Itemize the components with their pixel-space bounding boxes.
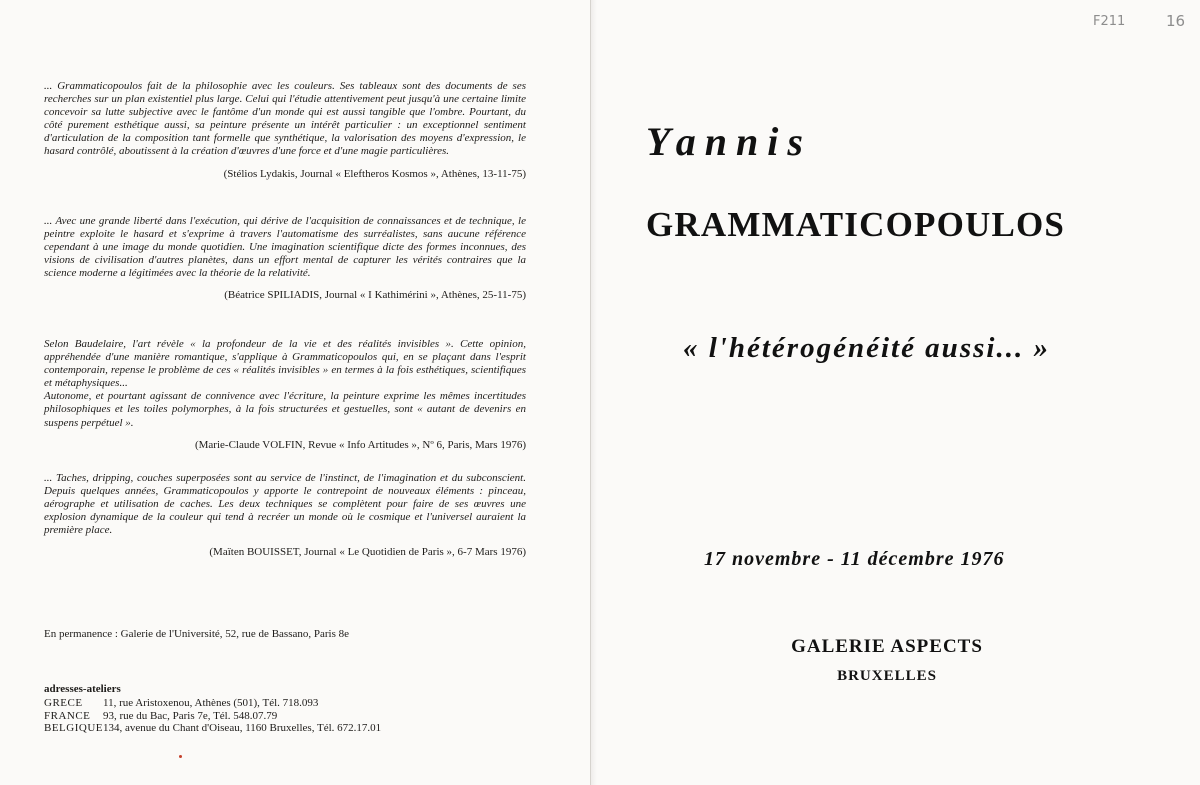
quote-text: ... Grammaticopoulos fait de la philosophie avec les couleurs. Ses tableaux sont des documents de ses recherches sur un plan existentiel plus large. Celui qui l'étudie attentivement peut jusqu'à une certaine limite concevoir sa lutte subjective avec le fantôme d'un monde qui est aussi tangible que l'ombre. Pourtant, du côté purement esthétique aussi, sa peinture présente un intérêt particulier : un exceptionnel sentiment d'articulation de la composition tant formelle que synthétique, la valorisation des moyens d'expression, le hasard contrôlé, aboutissent à la création d'œuvres d'une force et d'une magie particulières. [44,80,526,158]
address-row [44,710,381,723]
quote-spiliadis [44,215,526,302]
handwritten-page-number: 16 [1166,12,1186,30]
quote-lydakis [44,80,526,181]
gallery-name: GALERIE ASPECTS [791,636,983,657]
address-country: BELGIQUE [44,722,103,734]
quote-text: Selon Baudelaire, l'art révèle « la profondeur de la vie et des réalités invisibles ». Cette opinion, appréhendée d'une manière romantique, s'applique à Grammaticopoulos qui, en se plaçant dans l'esprit contemporain, repense le problème de ces « réalités invisibles » en termes à la fois esthétiques, scientifiques et métaphysiques... Autonome, et pourtant agissant de connivence avec l'écriture, la peinture exprime les mêmes incertitudes philosophiques et les toiles polymorphes, à la fois structurées et gestuelles, sont « autant de devenirs en suspens perpétuel ». [44,338,526,429]
ink-speck [179,755,182,758]
address-country: FRANCE [44,709,91,722]
address-row [44,722,381,735]
quote-source: (Stélios Lydakis, Journal « Eleftheros Kosmos », Athènes, 13-11-75) [223,167,526,180]
quote-text: ... Taches, dripping, couches superposées sont au service de l'instinct, de l'imagination et du subconscient. Depuis quelques années, Grammaticopoulos y apporte le contrepoint de nouveaux éléments : pinceau, aérographe et utilisation de caches. Les deux techniques se complètent pour faire de ses œuvres une explosion dynamique de la couleur qui tend à recréer un monde où le cosmique et l'universel auraient la première place. [44,472,526,537]
exhibition-title: « l'hétérogénéité aussi... » [683,332,1050,364]
addresses-heading: adresses-ateliers [44,683,121,695]
quote-source: (Marie-Claude VOLFIN, Revue « Info Artitudes », Nº 6, Paris, Mars 1976) [194,438,526,451]
quote-source: (Béatrice SPILIADIS, Journal « I Kathimérini », Athènes, 25-11-75) [224,289,526,302]
address-row [44,697,381,710]
studio-addresses-table [44,697,381,735]
address-line: 11, rue Aristoxenou, Athènes (501), Tél. 718.093 [103,697,319,709]
permanent-gallery-note: En permanence : Galerie de l'Université, 52, rue de Bassano, Paris 8e [44,628,349,640]
exhibition-dates: 17 novembre - 11 décembre 1976 [704,548,1005,570]
address-country: GRECE [44,697,83,709]
artist-last-name: GRAMMATICOPOULOS [646,205,1066,244]
page-fold-shadow [591,0,597,785]
quote-text: ... Avec une grande liberté dans l'exécution, qui dérive de l'acquisition de connaissances et de technique, le peintre exploite le hasard et s'exprime à travers l'automatisme des surréalistes, sans aucune référence cependant à une image du monde quotidien. Une imagination scientifique dicte des formes inconnues, des visions de civilisation d'autres planètes, dans un effort mental de capturer les vérités contraires que la science moderne a légitimées avec la théorie de la relativité. [44,215,526,280]
quote-source: (Maïten BOUISSET, Journal « Le Quotidien de Paris », 6-7 Mars 1976) [209,546,526,559]
address-line: 134, avenue du Chant d'Oiseau, 1160 Bruxelles, Tél. 672.17.01 [103,722,382,734]
gallery-city: BRUXELLES [837,668,937,684]
quote-volfin [44,338,526,452]
handwritten-reference: F211 [1093,14,1126,29]
address-line: 93, rue du Bac, Paris 7e, Tél. 548.07.79 [103,709,278,722]
quote-bouisset [44,472,526,559]
artist-first-name: Yannis [646,119,812,164]
